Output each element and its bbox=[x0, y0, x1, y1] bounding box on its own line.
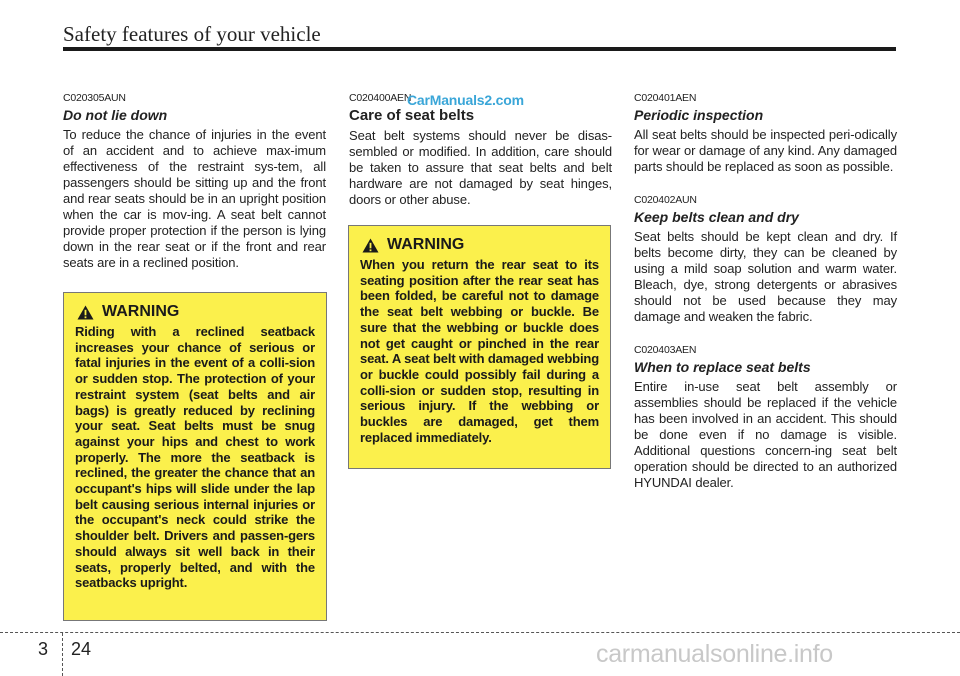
section-body: Seat belt systems should never be disas-sembled or modified. In addition, care should be taken to assure that seat belts and belt hardware are not damaged by seat hinges, doors or other abuse. bbox=[349, 128, 612, 207]
section-heading: Do not lie down bbox=[63, 107, 168, 123]
header-rule bbox=[63, 47, 896, 51]
page-header-title: Safety features of your vehicle bbox=[63, 22, 321, 46]
footer-divider bbox=[62, 633, 63, 676]
section-heading: Periodic inspection bbox=[634, 107, 764, 123]
column-right bbox=[634, 92, 897, 491]
warning-title-row bbox=[77, 303, 315, 321]
watermark-top: CarManuals2.com bbox=[407, 92, 524, 108]
section-periodic-inspection bbox=[634, 92, 897, 175]
section-body: To reduce the chance of injuries in the event of an accident and to achieve max-imum effectiveness of the restraint sys-tem, all passengers should be sitting up and the front and rear seats should be in an upright position when the car is mov-ing. A seat belt cannot provide proper protection if the person is lying down in the rear seat or if the front and rear seats are in a reclined position. bbox=[63, 127, 326, 270]
section-code: C020403AEN bbox=[634, 344, 697, 356]
footer-rule bbox=[0, 632, 960, 633]
page-chapter-number: 3 bbox=[38, 639, 49, 659]
section-heading: Care of seat belts bbox=[349, 107, 475, 124]
page-number: 24 bbox=[71, 639, 92, 659]
section-code: C020305AUN bbox=[63, 92, 126, 104]
warning-title-row bbox=[362, 236, 599, 254]
section-code: C020401AEN bbox=[634, 92, 697, 104]
watermark-bottom: carmanualsonline.info bbox=[596, 640, 833, 668]
warning-triangle-icon bbox=[362, 238, 379, 253]
section-code: C020402AUN bbox=[634, 194, 697, 206]
warning-box-reclined-seatback bbox=[63, 292, 327, 621]
warning-body: When you return the rear seat to its seating position after the rear seat has been folded, be careful not to damage the seat belt webbing or buckle. Be sure that the webbing or buckle does not get caught or pinched in the rear seat. A seat belt with damaged webbing or buckle could possibly fail during a colli-sion or sudden stop, resulting in serious injury. If the webbing or buckles are damaged, get them replaced immediately. bbox=[360, 257, 599, 445]
warning-body: Riding with a reclined seatback increases your chance of serious or fatal injuries in the event of a colli-sion or sudden stop. The protection of your restraint system (seat belts and air bags) is greatly reduced by reclining your seat. Seat belts must be snug against your hips and chest to work properly. The more the seatback is reclined, the greater the chance that an occupant's hips will slide under the lap belt causing serious internal injuries or the occupant's neck could strike the shoulder belt. Drivers and passen-gers should always sit well back in their seats, properly belted, and with the seatbacks upright. bbox=[75, 324, 315, 591]
warning-box-rear-seat bbox=[348, 225, 611, 469]
section-keep-belts-clean bbox=[634, 194, 897, 325]
section-when-to-replace bbox=[634, 344, 897, 491]
section-heading: Keep belts clean and dry bbox=[634, 209, 799, 225]
section-body: Entire in-use seat belt assembly or assemblies should be replaced if the vehicle has been involved in an accident. This should be done even if no damage is visible. Additional questions concern-ing seat belt operation should be directed to an authorized HYUNDAI dealer. bbox=[634, 379, 897, 490]
section-body: All seat belts should be inspected peri-odically for wear or damage of any kind. Any damaged parts should be replaced as soon as possible. bbox=[634, 127, 897, 174]
column-middle bbox=[349, 92, 612, 208]
warning-triangle-icon bbox=[77, 305, 94, 320]
section-heading: When to replace seat belts bbox=[634, 359, 811, 375]
section-code: C020400AEN bbox=[349, 92, 412, 104]
warning-title: WARNING bbox=[102, 303, 180, 320]
section-body: Seat belts should be kept clean and dry. If belts become dirty, they can be cleaned by using a mild soap solution and warm water. Bleach, dye, strong detergents or abrasives should not be used because they may damage and weaken the fabric. bbox=[634, 229, 897, 324]
column-left bbox=[63, 92, 326, 271]
warning-title: WARNING bbox=[387, 236, 465, 253]
